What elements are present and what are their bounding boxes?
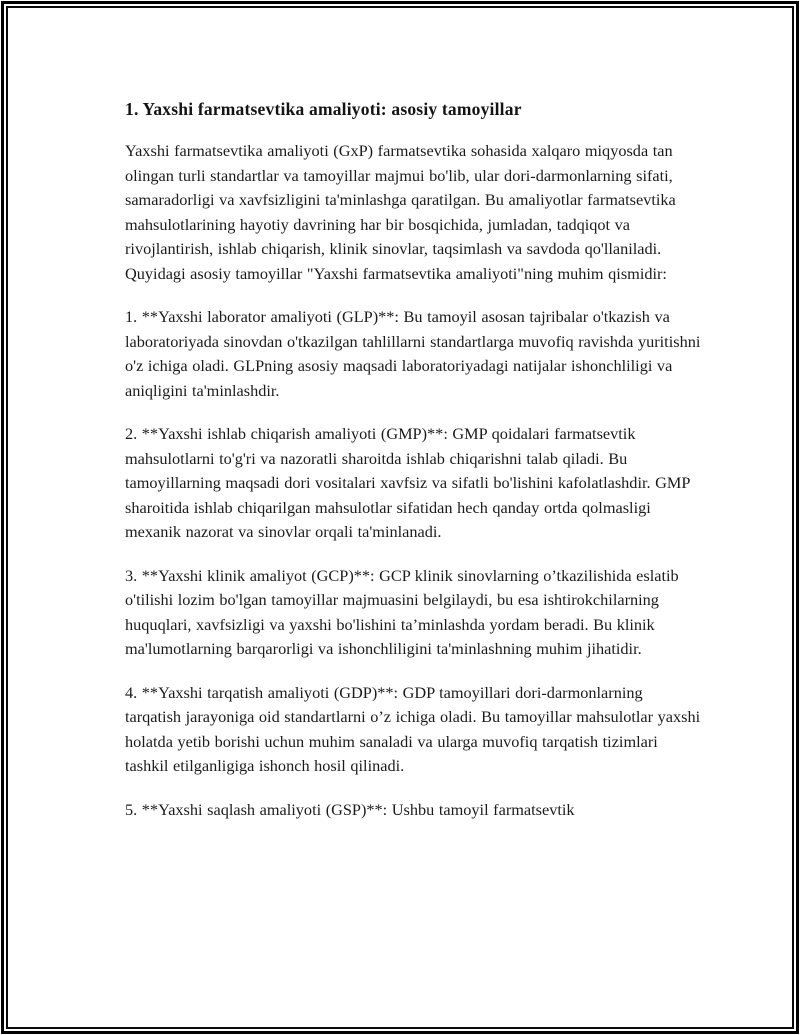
list-item-gdp: 4. **Yaxshi tarqatish amaliyoti (GDP)**: GDP tamoyillari dori-darmonlarning tarqatish jarayoniga oid standartlarni o’z ichiga oladi. Bu tamoyillar mahsulotlar yaxshi holatda yetib borishi uchun muhim sanaladi va ularga muvofiq tarqatish tizimlari tashkil etilganligiga ishonch hosil qilinadi. (125, 682, 701, 775)
page-inner-frame (6, 6, 794, 1029)
list-item-gcp: 3. **Yaxshi klinik amaliyot (GCP)**: GCP klinik sinovlarning o’tkazilishida eslatib o'tilishi lozim bo'lgan tamoyillar majmuasini belgilaydi, bu esa ishtirokchilarning huquqlari, xavfsizligi va yaxshi bo'lishini ta’minlashda yordam beradi. Bu klinik ma'lumotlarning barqarorligi va ishonchliligini ta'minlashning muhim jihatidir. (125, 565, 679, 658)
intro-paragraph: Yaxshi farmatsevtika amaliyoti (GxP) farmatsevtika sohasida xalqaro miqyosda tan olingan turli standartlar va tamoyillar majmui bo'lib, ular dori-darmonlarning sifati, samaradorligi va xavfsizligini ta'minlashga qaratilgan. Bu amaliyotlar farmatsevtika mahsulotlarining hayotiy davrining har bir bosqichida, jumladan, tadqiqot va rivojlantirish, ishlab chiqarish, klinik sinovlar, taqsimlash va savdoda qo'llaniladi. Quyidagi asosiy tamoyillar "Yaxshi farmatsevtika amaliyoti"ning muhim qismidir: (125, 141, 676, 283)
document-page (125, 96, 703, 822)
list-item-glp: 1. **Yaxshi laborator amaliyoti (GLP)**: Bu tamoyil asosan tajribalar o'tkazish va laboratoriyada sinovdan o'tkazilgan tahlillarni standartlarga muvofiq ravishda yuritishni o'z ichiga oladi. GLPning asosiy maqsadi laboratoriyadagi natijalar ishonchliligi va aniqligini ta'minlashdir. (125, 307, 701, 400)
page-title: 1. Yaxshi farmatsevtika amaliyoti: asosiy tamoyillar (125, 99, 522, 119)
list-item-gsp: 5. **Yaxshi saqlash amaliyoti (GSP)**: Ushbu tamoyil farmatsevtik (125, 799, 575, 819)
page-outer-frame (1, 1, 799, 1034)
list-item-gmp: 2. **Yaxshi ishlab chiqarish amaliyoti (GMP)**: GMP qoidalari farmatsevtik mahsulotlarni to'g'ri va nazoratli sharoitda ishlab chiqarishni talab qiladi. Bu tamoyillarning maqsadi dori vositalari xavfsiz va sifatli bo'lishini kafolatlashdir. GMP sharoitida ishlab chiqarilgan mahsulotlar sifatidan hech qanday ortda qolmasligi mexanik nazorat va sinovlar orqali ta'minlanadi. (125, 424, 690, 541)
